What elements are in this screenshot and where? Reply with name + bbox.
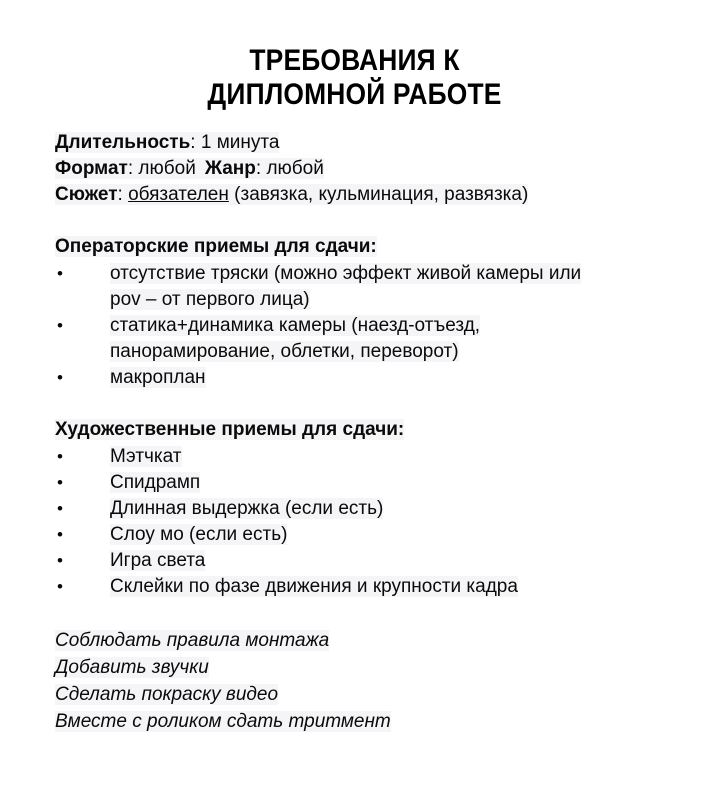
list-item-line: статика+динамика камеры (наезд-отъезд, xyxy=(110,315,481,336)
meta-format-label: Формат xyxy=(55,158,128,179)
bullet-icon: • xyxy=(57,447,63,466)
section xyxy=(55,417,675,600)
list-item xyxy=(55,365,675,391)
list-item-line: Склейки по фазе движения и крупности кадра xyxy=(110,576,518,597)
list-item-line: pov – от первого лица) xyxy=(110,289,310,310)
footer-note: Сделать покраску видео xyxy=(55,684,279,705)
meta-plot xyxy=(55,182,675,208)
bullet-icon: • xyxy=(57,525,63,544)
footer-notes-container xyxy=(55,627,675,735)
meta-plot-value-underlined: обязателен xyxy=(128,184,229,205)
page-title xyxy=(0,44,709,112)
list-item-line: отсутствие тряски (можно эффект живой камеры или xyxy=(110,263,582,284)
meta-plot-label: Сюжет xyxy=(55,184,118,205)
meta-duration-separator: : xyxy=(190,132,201,153)
list-item xyxy=(55,496,675,522)
footer-note: Вместе с роликом сдать тритмент xyxy=(55,711,391,732)
list-item xyxy=(55,470,675,496)
footer-note: Соблюдать правила монтажа xyxy=(55,630,330,651)
meta-duration-value: 1 минута xyxy=(200,132,280,153)
title-line-2: ДИПЛОМНОЙ РАБОТЕ xyxy=(207,78,502,111)
list-item-line: Мэтчкат xyxy=(110,446,182,467)
list-item-line: Игра света xyxy=(110,550,206,571)
bullet-icon: • xyxy=(57,499,63,518)
section-heading: Операторские приемы для сдачи: xyxy=(55,236,377,257)
section-heading: Художественные приемы для сдачи: xyxy=(55,419,405,440)
meta-genre-value: любой xyxy=(266,158,324,179)
meta-duration-label: Длительность xyxy=(55,132,191,153)
list-item xyxy=(55,522,675,548)
list-item-line: Длинная выдержка (если есть) xyxy=(110,498,384,519)
section xyxy=(55,234,675,391)
list-item xyxy=(55,548,675,574)
meta-plot-separator: : xyxy=(117,184,129,205)
meta-format-value: любой xyxy=(138,158,196,179)
list-item xyxy=(55,313,675,365)
list-item-line: макроплан xyxy=(110,367,206,388)
meta-block xyxy=(55,130,675,208)
meta-plot-value-rest: (завязка, кульминация, развязка) xyxy=(228,184,529,205)
bullet-icon: • xyxy=(57,551,63,570)
bullet-icon: • xyxy=(57,577,63,596)
list-item-line: Спидрамп xyxy=(110,472,201,493)
bullet-icon: • xyxy=(57,473,63,492)
sections-container xyxy=(55,234,675,600)
bullet-list xyxy=(55,261,675,391)
document-body xyxy=(55,130,675,735)
meta-genre-label: Жанр xyxy=(204,158,256,179)
list-item-line: панорамирование, облетки, переворот) xyxy=(110,341,459,362)
bullet-list xyxy=(55,444,675,600)
title-line-1: ТРЕБОВАНИЯ К xyxy=(249,44,460,77)
bullet-icon: • xyxy=(57,316,63,335)
meta-duration xyxy=(55,130,675,156)
list-item-line: Слоу мо (если есть) xyxy=(110,524,288,545)
meta-format-separator: : xyxy=(127,158,139,179)
footer-note: Добавить звучки xyxy=(55,657,209,678)
bullet-icon: • xyxy=(57,264,63,283)
meta-genre-separator: : xyxy=(255,158,267,179)
list-item xyxy=(55,574,675,600)
list-item xyxy=(55,261,675,313)
meta-format-genre xyxy=(55,156,675,182)
list-item xyxy=(55,444,675,470)
bullet-icon: • xyxy=(57,368,63,387)
